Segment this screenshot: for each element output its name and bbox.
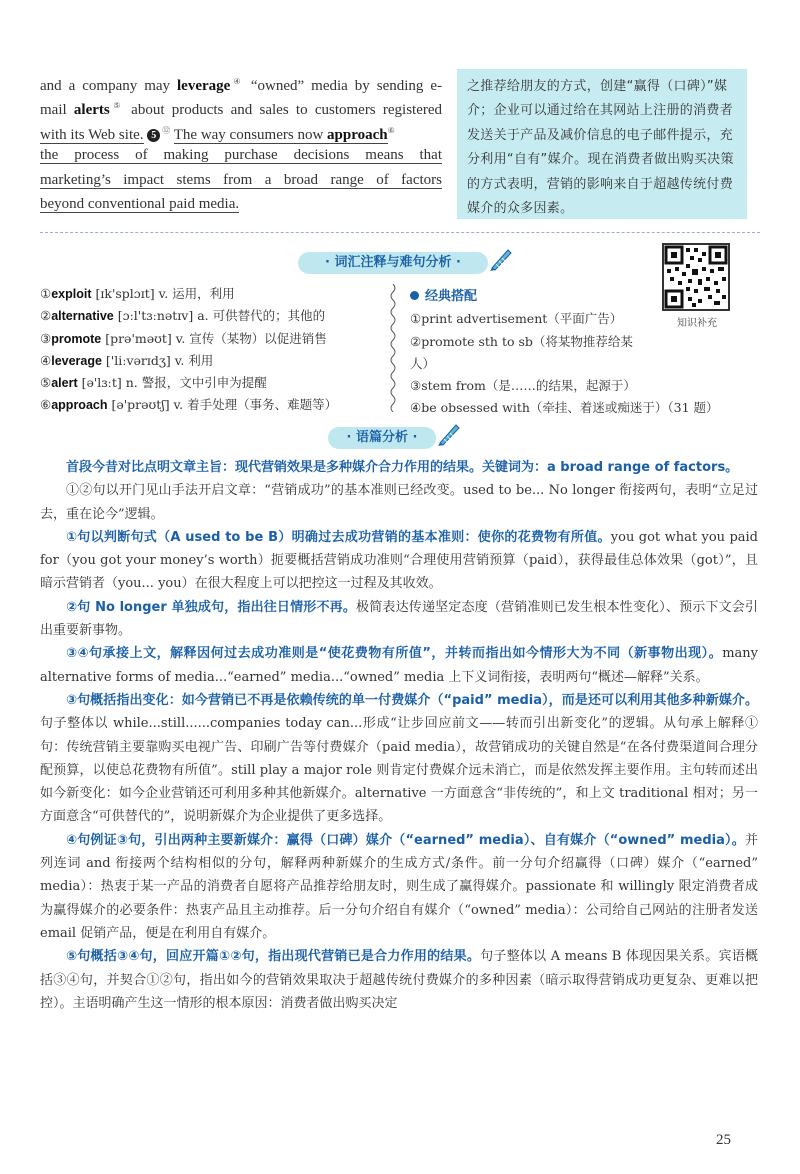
analysis-paragraph (40, 689, 758, 829)
collocation-panel (410, 286, 730, 420)
collocation-item: ③stem from（是……的结果，起源于） (410, 378, 636, 394)
analysis-text: 句子整体以 while...still......companies today can...形成“让步回应前文——转而引出新变化”的逻辑。从句承上解释①句：传统营销主要靠购买电视广告、印刷广告等付费媒介（paid media），故营销成功的关键自然是“在各付费渠道间合理分配预算，以使总花费物有所值”。still play a major role 则肯定付费媒介远未消亡，而是依然发挥主要作用。主句转而述出如今新变化：如今企业营销还可利用多种其他新媒介。alternative 一方面意含“非传统的”，和上文 traditional 相对；另一方面意含“可供替代的”，说明新媒介为企业提供了更多选择。 (40, 716, 758, 825)
analysis-text: you got what you paid for（you got your money’s worth）扼要概括营销成功准则“合理使用营销预算（paid），获得最佳总体效果（got）”，且暗示营销者（you... you）在很大程度上可以把控这一过程及其收效。 (40, 529, 759, 592)
analysis-highlight: ⑤句概括③④句，回应开篇①②句，指出现代营销已是合力作用的结果。 (66, 949, 481, 965)
analysis-text: 句子整体以 A means B 体现因果关系。宾语概括③④句，并契合①②句，指出如今的营销效果取决于超越传统付费媒介的多种因素（暗示取得营销成功更复杂、更难以把控）。主语明确产生这一情形的根本原因：消费者做出购买决定 (40, 949, 758, 1011)
qr-label: 知识补充 (677, 318, 717, 329)
analysis-text: 并列连词 and 衔接两个结构相似的分句，解释两种新媒介的生成方式/条件。前一分句介绍赢得（口碑）媒介（“earned” media）：热衷于某一产品的消费者自愿将产品推荐给朋友时，则生成了赢得媒介。passionate 和 willingly 限定消费者成为赢得媒介的必要条件：热衷产品且主动推荐。后一分句介绍自有媒介（“owned” media）：公司给自己网站的注册者发送 email 促销产品，便是在利用自有媒介。 (40, 832, 758, 941)
vocab-list (40, 283, 380, 417)
vocab-num: ⑥ (40, 397, 52, 413)
text: about products and sales to customers registered (131, 102, 442, 119)
analysis-paragraph (40, 829, 758, 945)
footnote-mark: ⑥ (387, 125, 395, 135)
passage-line-1 (40, 70, 442, 94)
analysis-paragraph (40, 479, 758, 526)
vocab-num: ② (40, 308, 52, 324)
pen-icon (436, 421, 462, 447)
vocab-def: [prə'məʊt] v. 宣传（某物）以促进销售 (101, 330, 327, 346)
vocab-item (40, 394, 380, 416)
page-number: 25 (716, 1132, 731, 1148)
analysis-highlight: 首段今昔对比点明文章主旨：现代营销效果是多种媒介合力作用的结果。关键词为：a broad range of factors。 (66, 460, 739, 475)
keyword-alerts: alerts (73, 102, 110, 119)
vocab-num: ④ (40, 352, 52, 368)
analysis-paragraph (40, 596, 758, 643)
vocab-item (40, 328, 380, 350)
underlined-text: beyond conventional paid media. (40, 195, 240, 212)
vocab-item (40, 372, 380, 394)
vocab-num: ① (40, 286, 52, 301)
vocab-word: approach (51, 398, 108, 413)
analysis-paragraph (40, 456, 758, 479)
analysis-highlight: ③④句承接上文，解释因何过去成功准则是“使花费物有所值”，并转而指出如今情形大为不同（新事物出现）。 (66, 646, 723, 662)
collocation-item: ④be obsessed with（牵挂、着迷或痴迷于）（31 题） (410, 400, 719, 416)
analysis-highlight: ②句 No longer 单独成句，指出往日情形不再。 (66, 599, 357, 615)
vocab-def: [ɔːl'tɜːnətɪv] a. 可供替代的；其他的 (113, 308, 326, 324)
text: and a company may (40, 78, 171, 94)
passage-line-6 (40, 192, 442, 216)
underlined-text: marketing’s impact stems from a broad range of factors (40, 171, 442, 188)
analysis-section-title: · 语篇分析 · (328, 427, 436, 449)
sentence-number-badge: 5 (147, 129, 160, 142)
vocab-word: leverage (51, 353, 102, 368)
keyword-approach: approach (327, 126, 388, 143)
passage-line-5 (40, 168, 442, 192)
bullet-icon (410, 291, 419, 300)
underlined-sentence (174, 127, 388, 144)
underlined-text: the process of making purchase decisions means that (40, 147, 442, 164)
vocab-num: ③ (40, 330, 52, 346)
english-passage (40, 70, 442, 216)
dashed-divider (40, 232, 760, 233)
vocab-num: ⑤ (40, 375, 52, 391)
collocation-title (410, 286, 730, 308)
footnote-mark: ④ (230, 77, 244, 86)
vocab-word: alternative (51, 309, 114, 324)
passage-line-4 (40, 143, 442, 167)
analysis-body (40, 456, 758, 1015)
underlined-text: with its Web site. (40, 126, 144, 143)
collocation-title-text: 经典搭配 (425, 289, 478, 304)
text: The way consumers now (173, 126, 324, 143)
analysis-text: 极简表达传递坚定态度（营销准则已发生根本性变化）、预示下文会引出重要新事物。 (40, 599, 758, 639)
vocab-word: alert (51, 376, 78, 391)
text: “owned” media by sending e- (250, 78, 442, 94)
text: mail (40, 102, 67, 119)
vocab-item (40, 350, 380, 372)
vocab-section-title: · 词汇注释与难句分析 · (298, 252, 488, 274)
analysis-highlight: ③句概括指出变化：如今营销已不再是依赖传统的单一付费媒介（“paid” media），而是还可以利用其他多种新媒介。 (66, 692, 758, 708)
analysis-paragraph (40, 945, 758, 1015)
footnote-mark: ⑫ (162, 125, 171, 135)
vocab-def: [ə'lɜːt] n. 警报，文中引申为提醒 (77, 375, 267, 391)
analysis-highlight: ④句例证③句，引出两种主要新媒介：赢得（口碑）媒介（“earned” media）、自有媒介（“owned” media）。 (66, 832, 745, 848)
vocab-def: [ə'prəʊtʃ] v. 着手处理（事务、难题等） (107, 397, 338, 413)
analysis-highlight: ①句以判断句式（A used to be B）明确过去成功营销的基本准则：使你的花费物有所值。 (66, 529, 611, 545)
analysis-text: many alternative forms of media...“earned” media...“owned” media 上下义词衔接，表明两句“概述—解释”关系。 (40, 646, 758, 685)
vocab-word: promote (51, 331, 102, 346)
keyword-leverage: leverage (177, 78, 231, 94)
vocab-item (40, 283, 380, 305)
translation-box: 之推荐给朋友的方式，创建“赢得（口碑）”媒介；企业可以通过给在其网站上注册的消费者发送关于产品及减价信息的电子邮件提示，充分利用“自有”媒介。现在消费者做出购买决策的方式表明，营销的影响来自于超越传统付费媒介的众多因素。 (457, 69, 747, 219)
vocab-item (40, 305, 380, 327)
passage-line-3 (40, 119, 442, 143)
vocab-def: [ɪk'splɔɪt] v. 运用，利用 (91, 286, 235, 301)
collocation-item: ①print advertisement（平面广告） (410, 311, 623, 327)
passage-line-2 (40, 94, 442, 118)
collocation-item: ②promote sth to sb（将某物推荐给某人） (410, 333, 633, 371)
pen-icon (488, 246, 514, 272)
analysis-paragraph (40, 526, 758, 596)
footnote-mark: ⑤ (109, 101, 124, 111)
analysis-paragraph (40, 642, 758, 689)
wavy-divider (388, 284, 398, 412)
analysis-text: ①②句以开门见山手法开启文章：“营销成功”的基本准则已经改变。used to be... No longer 衔接两句，表明“立足过去，重在论今”逻辑。 (40, 483, 758, 522)
vocab-def: ['liːvərɪdʒ] v. 利用 (101, 352, 214, 368)
vocab-word: exploit (51, 287, 92, 301)
